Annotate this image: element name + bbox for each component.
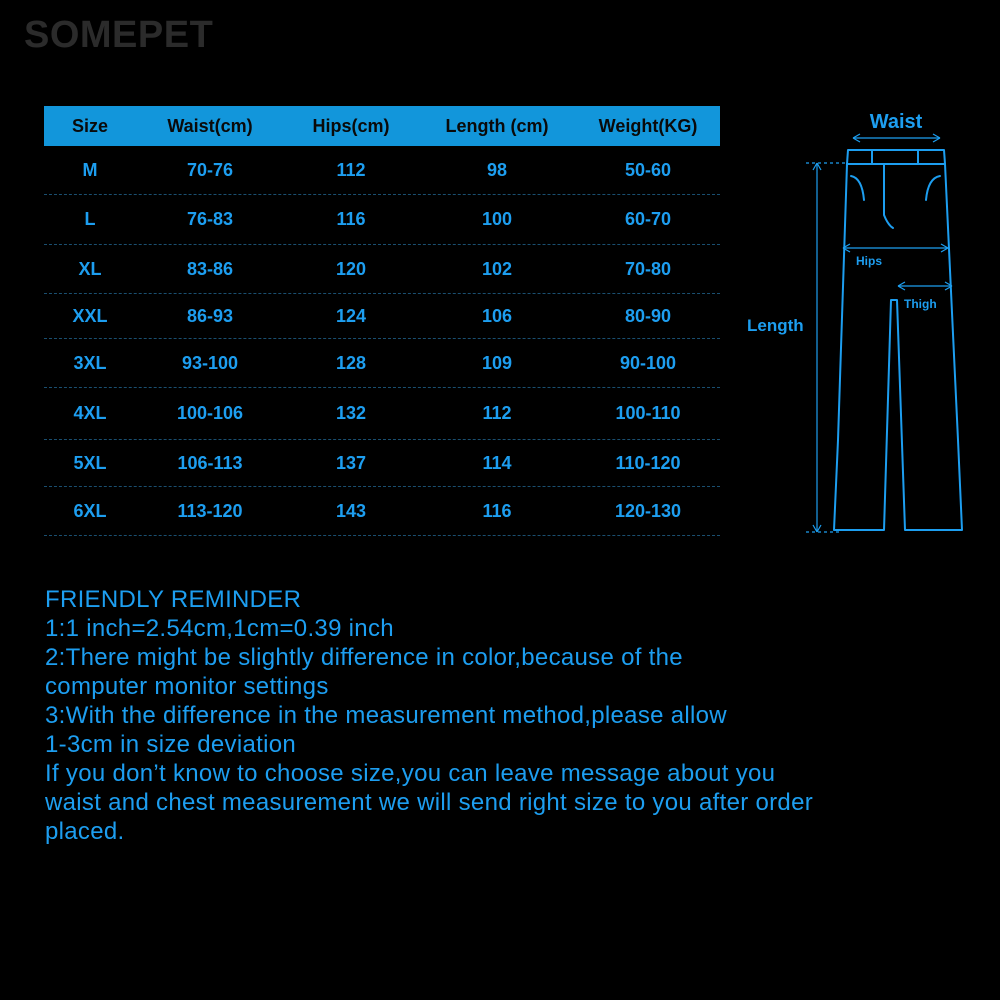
- cell-length: 100: [481, 209, 513, 229]
- header-length: Length (cm): [445, 115, 549, 136]
- table-row: [44, 487, 720, 536]
- table-row: [44, 339, 720, 388]
- cell-length: 102: [481, 258, 513, 279]
- cell-size: M: [82, 159, 98, 180]
- pants-measurement-diagram: [740, 100, 980, 550]
- pocket-left: [851, 176, 864, 200]
- cell-waist: 70-76: [186, 159, 234, 180]
- table-row: [44, 195, 720, 245]
- hips-label: Hips: [856, 254, 883, 268]
- cell-hips: 124: [335, 305, 367, 326]
- reminder-line: 1:1 inch=2.54cm,1cm=0.39 inch: [45, 615, 394, 642]
- cell-length: 109: [481, 352, 513, 373]
- cell-waist: 106-113: [177, 452, 243, 473]
- cell-waist: 100-106: [176, 403, 244, 423]
- reminder-line: placed.: [45, 818, 125, 845]
- reminder-line: computer monitor settings: [45, 673, 329, 700]
- cell-size: 3XL: [73, 352, 107, 373]
- friendly-reminder: [45, 585, 975, 846]
- cell-hips: 132: [335, 403, 367, 423]
- cell-length: 98: [486, 159, 508, 180]
- cell-waist: 83-86: [186, 258, 234, 279]
- header-size: Size: [71, 115, 109, 136]
- reminder-title: FRIENDLY REMINDER: [45, 586, 302, 613]
- reminder-line: 2:There might be slightly difference in color,because of the: [45, 644, 683, 671]
- table-header: [44, 106, 720, 146]
- cell-length: 114: [482, 452, 512, 473]
- cell-weight: 100-110: [615, 403, 681, 423]
- reminder-line: If you don’t know to choose size,you can leave message about you: [45, 760, 776, 787]
- pocket-right: [926, 176, 940, 200]
- reminder-line: 3:With the difference in the measurement method,please allow: [45, 702, 727, 729]
- cell-waist: 93-100: [181, 352, 239, 373]
- cell-hips: 128: [335, 352, 367, 373]
- table-row: [44, 294, 720, 339]
- cell-size: XL: [78, 258, 102, 279]
- cell-weight: 80-90: [624, 305, 672, 326]
- cell-length: 112: [482, 403, 512, 423]
- fly-stitch: [884, 164, 893, 228]
- cell-size: 6XL: [73, 500, 107, 521]
- waistband-outline: [847, 150, 945, 164]
- cell-size: 4XL: [73, 403, 107, 423]
- cell-waist: 86-93: [186, 305, 234, 326]
- header-waist: Waist(cm): [167, 115, 253, 136]
- cell-weight: 50-60: [624, 159, 672, 180]
- header-weight: Weight(KG): [598, 115, 698, 136]
- cell-weight: 70-80: [624, 258, 672, 279]
- reminder-line: waist and chest measurement we will send right size to you after order: [45, 789, 814, 816]
- cell-waist: 76-83: [186, 209, 234, 229]
- cell-size: 5XL: [73, 452, 107, 473]
- cell-hips: 112: [336, 159, 366, 180]
- table-row: [44, 440, 720, 487]
- reminder-line: 1-3cm in size deviation: [45, 731, 297, 758]
- length-label: Length: [747, 316, 804, 335]
- cell-weight: 120-130: [614, 500, 682, 521]
- cell-hips: 120: [335, 258, 367, 279]
- table-row: [44, 245, 720, 294]
- cell-hips: 137: [335, 452, 367, 473]
- thigh-label: Thigh: [904, 297, 937, 311]
- cell-weight: 90-100: [619, 352, 677, 373]
- pants-outline: [834, 164, 962, 530]
- cell-weight: 60-70: [624, 209, 672, 229]
- table-row: [44, 146, 720, 195]
- cell-size: L: [84, 209, 96, 229]
- brand-logo: SOMEPET: [24, 14, 214, 56]
- cell-waist: 113-120: [177, 500, 243, 521]
- cell-hips: 143: [335, 500, 367, 521]
- waist-label: Waist: [869, 111, 923, 133]
- cell-size: XXL: [72, 305, 108, 326]
- cell-weight: 110-120: [615, 452, 681, 473]
- cell-length: 116: [482, 500, 512, 521]
- size-chart-table: [44, 106, 720, 536]
- header-hips: Hips(cm): [312, 115, 390, 136]
- cell-hips: 116: [336, 209, 366, 229]
- table-row: [44, 388, 720, 440]
- cell-length: 106: [481, 305, 513, 326]
